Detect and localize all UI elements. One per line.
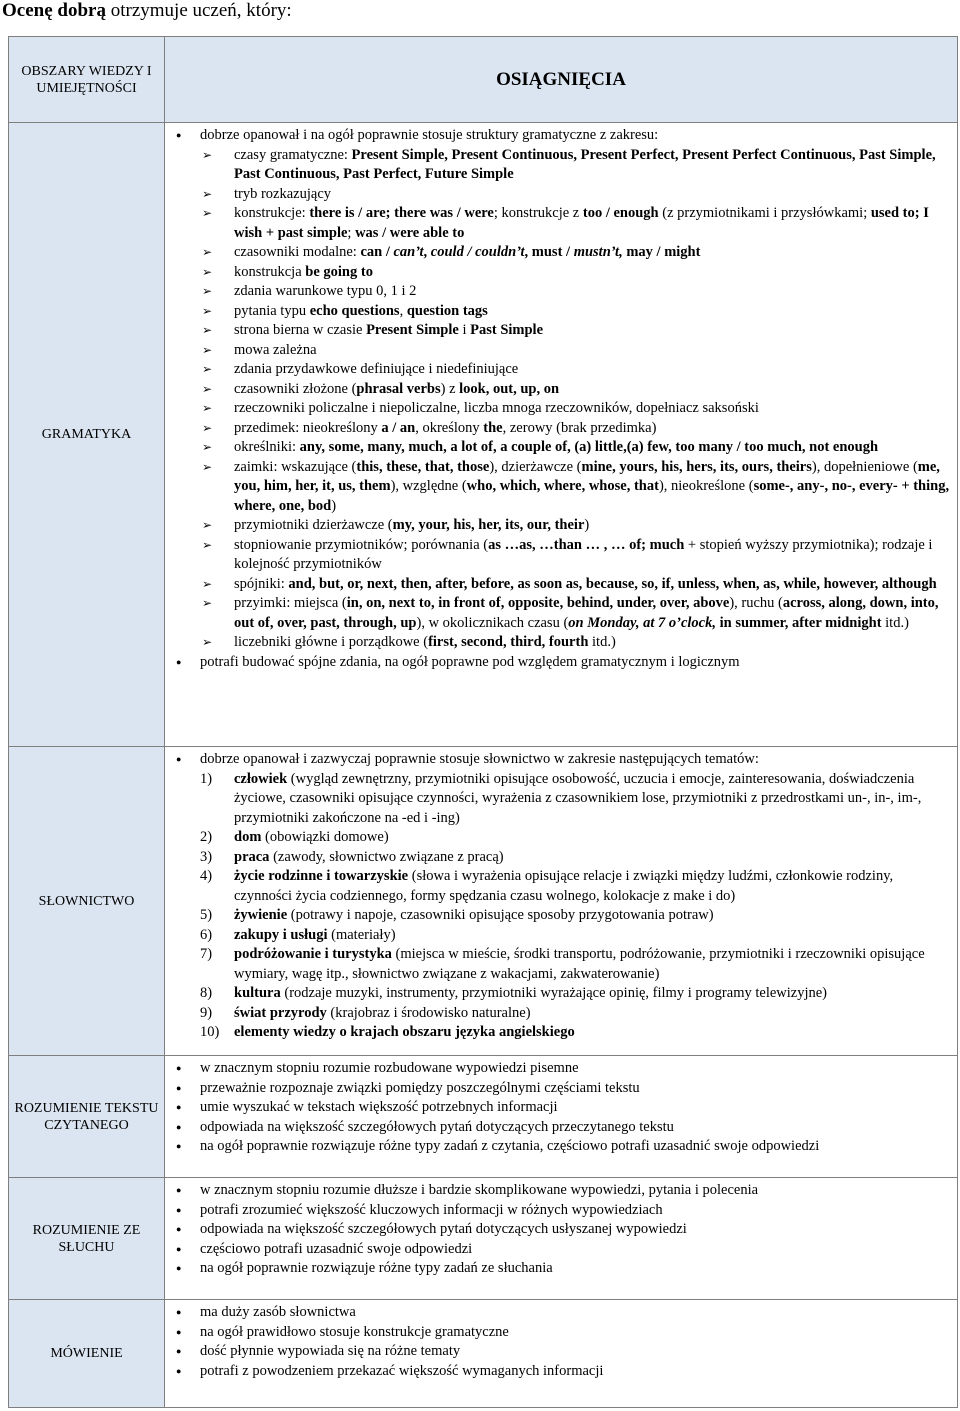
grammar-term	[393, 244, 423, 260]
vocabulary-topic-item	[200, 770, 951, 829]
listening-area-label: ROZUMIENIE ZE SŁUCHU	[9, 1178, 165, 1300]
grammar-term: used to; I wish + past simple	[234, 205, 929, 241]
vocabulary-topic-title: żywienie	[234, 907, 288, 923]
grammar-term: any, some, many, much, a lot of, a couple of, (a) little,(a) few, too many / too much, not enough	[299, 439, 879, 455]
grammar-text: zdania warunkowe typu 0, 1 i 2	[234, 283, 417, 299]
vocabulary-topic-details: (miejsca w mieście, środki transportu, podróżowanie, przymiotniki i rzeczowniki opisujące wymiary, wagę itp., słownictwo związane z wakacjami, zakwaterowanie)	[234, 946, 925, 982]
grammar-text: zaimki: wskazujące (	[234, 458, 357, 475]
vocabulary-topic-item	[200, 828, 951, 848]
listening-item: ● na ogół poprawnie rozwiązuje różne typy zadań ze słuchania	[165, 1259, 951, 1279]
page-title-rest: otrzymuje uczeń, który:	[105, 0, 292, 21]
listening-content	[165, 1178, 958, 1300]
grammar-term: , must /	[524, 244, 574, 260]
requirements-table	[8, 36, 958, 1408]
grammar-structure-item	[200, 419, 951, 439]
vocabulary-topic-number: 5)	[200, 907, 213, 923]
grammar-text: itd.)	[881, 614, 909, 631]
page-title-bold: Ocenę dobrą	[2, 0, 106, 21]
vocabulary-topic-item	[200, 1023, 951, 1043]
grammar-text: pytania typu	[234, 302, 310, 319]
vocabulary-area-label: SŁOWNICTWO	[9, 747, 165, 1056]
grammar-text: czasowniki złożone (	[234, 380, 357, 397]
grammar-term: echo questions	[309, 302, 400, 319]
grammar-area-label: GRAMATYKA	[9, 123, 165, 747]
grammar-structure-item	[200, 302, 951, 322]
grammar-term: there is / are; there was / were	[309, 205, 494, 221]
header-row	[9, 37, 958, 123]
grammar-text: rzeczowniki policzalne i niepoliczalne, liczba mnoga rzeczowników, dopełniacz saksoński	[234, 400, 759, 416]
vocabulary-topic-item	[200, 926, 951, 946]
reading-content	[165, 1056, 958, 1178]
vocabulary-topic-title: świat przyrody	[234, 1004, 327, 1021]
reading-item: ● w znacznym stopniu rozumie rozbudowane wypowiedzi pisemne	[165, 1059, 951, 1079]
grammar-structure-item	[200, 243, 951, 263]
grammar-structure-item	[200, 516, 951, 536]
reading-item: ● na ogół poprawnie rozwiązuje różne typy zadań z czytania, częściowo potrafi uzasadnić swoje odpowiedzi	[165, 1137, 951, 1157]
vocabulary-intro-text: dobrze opanował i zazwyczaj poprawnie stosuje słownictwo w zakresie następujących tematów:	[200, 751, 759, 767]
vocabulary-topic-item	[200, 867, 951, 906]
listening-item: ● w znacznym stopniu rozumie dłuższe i bardzie skomplikowane wypowiedzi, pytania i polecenia	[165, 1181, 951, 1201]
vocabulary-topic-number: 6)	[200, 926, 213, 943]
listening-item: ● potrafi zrozumieć większość kluczowych informacji w różnych wypowiedziach	[165, 1201, 951, 1221]
grammar-text: konstrukcja	[234, 263, 306, 280]
vocabulary-intro-item	[165, 750, 951, 1043]
grammar-text: , określony	[415, 419, 484, 436]
grammar-term: and, but, or, next, then, after, before, as soon as, because, so, if, unless, when, as, while, however, although	[288, 575, 937, 592]
grammar-text: stopniowanie przymiotników; porównania (	[234, 536, 489, 553]
grammar-term: too / enough	[582, 205, 659, 221]
grammar-text: ), ruchu (	[729, 595, 783, 611]
listening-item: ● odpowiada na większość szczegółowych pytań dotyczących usłyszanej wypowiedzi	[165, 1220, 951, 1240]
listening-row	[9, 1178, 958, 1300]
vocabulary-topic-title: dom	[234, 829, 262, 845]
listening-list	[165, 1178, 957, 1279]
vocabulary-topics-list	[200, 770, 951, 1043]
grammar-text: zdania przydawkowe definiujące i niedefiniujące	[234, 361, 519, 377]
grammar-text: ; konstrukcje z	[493, 205, 583, 221]
grammar-term: Present Simple	[366, 322, 459, 338]
vocabulary-row	[9, 747, 958, 1056]
reading-item: ● umie wyszukać w tekstach większość potrzebnych informacji	[165, 1098, 951, 1118]
grammar-row	[9, 123, 958, 747]
grammar-structure-item	[200, 380, 951, 400]
vocabulary-topic-number: 4)	[200, 868, 213, 884]
vocabulary-topic-number: 10)	[200, 1024, 220, 1040]
grammar-term: can’t	[393, 244, 424, 260]
vocabulary-topic-number: 9)	[200, 1004, 213, 1021]
vocabulary-content	[165, 747, 958, 1056]
grammar-structure-item	[200, 438, 951, 458]
grammar-text: ), nieokreślone (	[658, 478, 754, 494]
grammar-term: mine, yours, his, hers, its, ours, theirs	[581, 458, 812, 475]
grammar-structure-item	[200, 458, 951, 517]
grammar-term: who, which, where, whose, that	[466, 478, 659, 494]
grammar-text: ), względne (	[390, 478, 467, 494]
grammar-text: przedimek: nieokreślony	[234, 419, 382, 436]
grammar-term: phrasal verbs	[356, 380, 441, 397]
grammar-structure-item	[200, 282, 951, 302]
grammar-structure-item	[200, 575, 951, 595]
grammar-text: ), dzierżawcze (	[489, 458, 582, 475]
vocabulary-topic-title: elementy wiedzy o krajach obszaru języka angielskiego	[234, 1024, 575, 1040]
vocabulary-topic-number: 3)	[200, 848, 213, 865]
grammar-structure-item	[200, 633, 951, 653]
grammar-structure-item	[200, 204, 951, 243]
grammar-term: Past Simple	[470, 322, 544, 338]
grammar-text: czasowniki modalne:	[234, 244, 361, 260]
grammar-structure-item	[200, 263, 951, 283]
grammar-text: ), w okolicznikach czasu (	[416, 614, 569, 631]
grammar-term: ,	[423, 244, 431, 260]
grammar-structure-item	[200, 146, 951, 185]
vocabulary-topic-number: 1)	[200, 770, 213, 787]
vocabulary-topic-item	[200, 906, 951, 926]
grammar-term: across, along, down, into, out of, over, past, through, up	[234, 595, 939, 631]
grammar-structure-item	[200, 341, 951, 361]
page-title	[2, 0, 292, 22]
grammar-text: spójniki:	[234, 575, 289, 592]
grammar-text: tryb rozkazujący	[234, 185, 332, 202]
grammar-term	[568, 615, 716, 631]
grammar-term: look, out, up, on	[459, 380, 560, 397]
header-achievements-cell: OSIĄGNIĘCIA	[165, 37, 958, 123]
grammar-term	[574, 244, 623, 260]
listening-item: ● częściowo potrafi uzasadnić swoje odpowiedzi	[165, 1240, 951, 1260]
grammar-text: , zerowy (brak przedimka)	[502, 419, 657, 436]
speaking-row	[9, 1300, 958, 1408]
grammar-content	[165, 123, 958, 747]
reading-item: ● przeważnie rozpoznaje związki pomiędzy poszczególnymi częściami tekstu	[165, 1079, 951, 1099]
grammar-text: (z przymiotnikami i przysłówkami;	[658, 205, 871, 221]
grammar-text: ;	[347, 224, 356, 241]
grammar-term: question tags	[406, 302, 488, 319]
grammar-term: a / an	[381, 419, 416, 436]
speaking-list	[165, 1300, 957, 1381]
vocabulary-topic-number: 7)	[200, 946, 213, 962]
grammar-text: )	[331, 497, 337, 514]
speaking-item: ● ma duży zasób słownictwa	[165, 1303, 951, 1323]
vocabulary-topic-title: kultura	[234, 985, 281, 1001]
header-area-cell: OBSZARY WIEDZY I UMIEJĘTNOŚCI	[9, 37, 165, 123]
vocabulary-topic-details: (słowa i wyrażenia opisujące relacje i związki między ludźmi, członkowie rodziny, czynności życia codziennego, formy spędzania czasu wolnego, kolokacje z make i do)	[234, 868, 894, 904]
vocabulary-topic-title: zakupy i usługi	[234, 926, 328, 943]
vocabulary-topic-details: (potrawy i napoje, czasowniki opisujące sposoby przygotowania potraw)	[287, 907, 714, 923]
speaking-item: ● na ogół prawidłowo stosuje konstrukcje gramatyczne	[165, 1323, 951, 1343]
grammar-term: may / might	[622, 244, 701, 260]
speaking-content	[165, 1300, 958, 1408]
grammar-text: + stopień wyższy przymiotnika); rodzaje i kolejność przymiotników	[234, 536, 933, 572]
grammar-term: in, on, next to, in front of, opposite, behind, under, over, above	[346, 595, 730, 611]
grammar-term: Present Simple, Present Continuous, Present Perfect, Present Perfect Continuous, Past Simple, Past Continuous, Past Perfect, Future Simple	[234, 146, 936, 182]
grammar-structures-list	[200, 146, 951, 653]
grammar-text: określniki:	[234, 439, 300, 455]
grammar-term	[431, 244, 525, 260]
grammar-term: can /	[360, 244, 394, 260]
vocabulary-topic-details: (zawody, słownictwo związane z pracą)	[269, 848, 504, 865]
grammar-text: czasy gramatyczne:	[234, 146, 352, 163]
grammar-term: this, these, that, those	[356, 458, 490, 475]
grammar-term: first, second, third, fourth	[428, 634, 589, 650]
vocabulary-topic-details: (obowiązki domowe)	[261, 829, 389, 845]
vocabulary-topic-title: życie rodzinne i towarzyskie	[234, 868, 409, 884]
grammar-structure-item	[200, 536, 951, 575]
speaking-item: ● dość płynnie wypowiada się na różne tematy	[165, 1342, 951, 1362]
vocabulary-topic-title: człowiek	[234, 770, 288, 787]
vocabulary-topic-title: podróżowanie i turystyka	[234, 946, 392, 962]
reading-row	[9, 1056, 958, 1178]
grammar-structure-item	[200, 399, 951, 419]
grammar-term: in summer, after midnight	[719, 614, 882, 631]
vocabulary-topic-item	[200, 848, 951, 868]
vocabulary-topic-details: (wygląd zewnętrzny, przymiotniki opisujące osobowość, uczucia i emocje, zainteresowania, doświadczenia życiowe, czasowniki opisujące czynności, wyrażenia z czasownikiem lose, przymiotniki z przedrostkami un-, in-, im-, przymiotniki zakończone na -ed i -ing)	[234, 770, 922, 826]
vocabulary-topic-item	[200, 945, 951, 984]
vocabulary-topic-item	[200, 1004, 951, 1024]
grammar-term: the	[483, 419, 503, 436]
grammar-structure-item	[200, 594, 951, 633]
grammar-text: liczebniki główne i porządkowe (	[234, 634, 429, 650]
grammar-structure-item	[200, 185, 951, 205]
reading-list	[165, 1056, 957, 1157]
grammar-text: ) z	[440, 380, 460, 397]
vocabulary-topic-details: (krajobraz i środowisko naturalne)	[326, 1004, 531, 1021]
grammar-final-item	[165, 653, 951, 673]
grammar-term: mustn’t,	[573, 244, 623, 260]
vocabulary-topic-number: 8)	[200, 985, 213, 1001]
grammar-term: on Monday, at 7 o’clock,	[568, 614, 716, 631]
grammar-text: strona bierna w czasie	[234, 322, 367, 338]
vocabulary-topic-title: praca	[234, 848, 270, 865]
grammar-text: i	[458, 322, 471, 338]
grammar-term: some-, any-, no-, every- + thing, where, one, bod	[234, 478, 950, 514]
grammar-structure-item	[200, 360, 951, 380]
grammar-intro-text: dobrze opanował i na ogół poprawnie stosuje struktury gramatyczne z zakresu:	[200, 127, 659, 143]
grammar-intro-item	[165, 126, 951, 653]
reading-area-label: ROZUMIENIE TEKSTU CZYTANEGO	[9, 1056, 165, 1178]
grammar-term: was / were able to	[355, 224, 465, 241]
grammar-term: me, you, him, her, it, us, them	[234, 458, 940, 494]
grammar-text: ,	[399, 302, 407, 319]
grammar-structure-item	[200, 321, 951, 341]
grammar-text: konstrukcje:	[234, 205, 310, 221]
vocabulary-topic-details: (rodzaje muzyki, instrumenty, przymiotniki wyrażające opinię, filmy i programy telewizyjne)	[280, 985, 828, 1001]
grammar-text: ), dopełnieniowe (	[811, 458, 918, 475]
grammar-final-text: potrafi budować spójne zdania, na ogół poprawne pod względem gramatycznym i logicznym	[200, 653, 740, 670]
grammar-term: could / couldn’t	[430, 244, 525, 260]
vocabulary-topic-item	[200, 984, 951, 1004]
grammar-text: )	[584, 517, 590, 533]
speaking-item: ● potrafi z powodzeniem przekazać większość wymaganych informacji	[165, 1362, 951, 1382]
vocabulary-topic-details: (materiały)	[327, 926, 396, 943]
grammar-text: itd.)	[588, 634, 616, 650]
reading-item: ● odpowiada na większość szczegółowych pytań dotyczących przeczytanego tekstu	[165, 1118, 951, 1138]
speaking-area-label: MÓWIENIE	[9, 1300, 165, 1408]
grammar-text: mowa zależna	[234, 341, 317, 358]
grammar-term: my, your, his, her, its, our, their	[392, 517, 585, 533]
grammar-term: be going to	[305, 263, 373, 280]
grammar-term: as …as, …than … , … of; much	[488, 536, 685, 553]
grammar-text: przymiotniki dzierżawcze (	[234, 517, 393, 533]
grammar-text: przyimki: miejsca (	[234, 595, 347, 611]
vocabulary-topic-number: 2)	[200, 829, 213, 845]
